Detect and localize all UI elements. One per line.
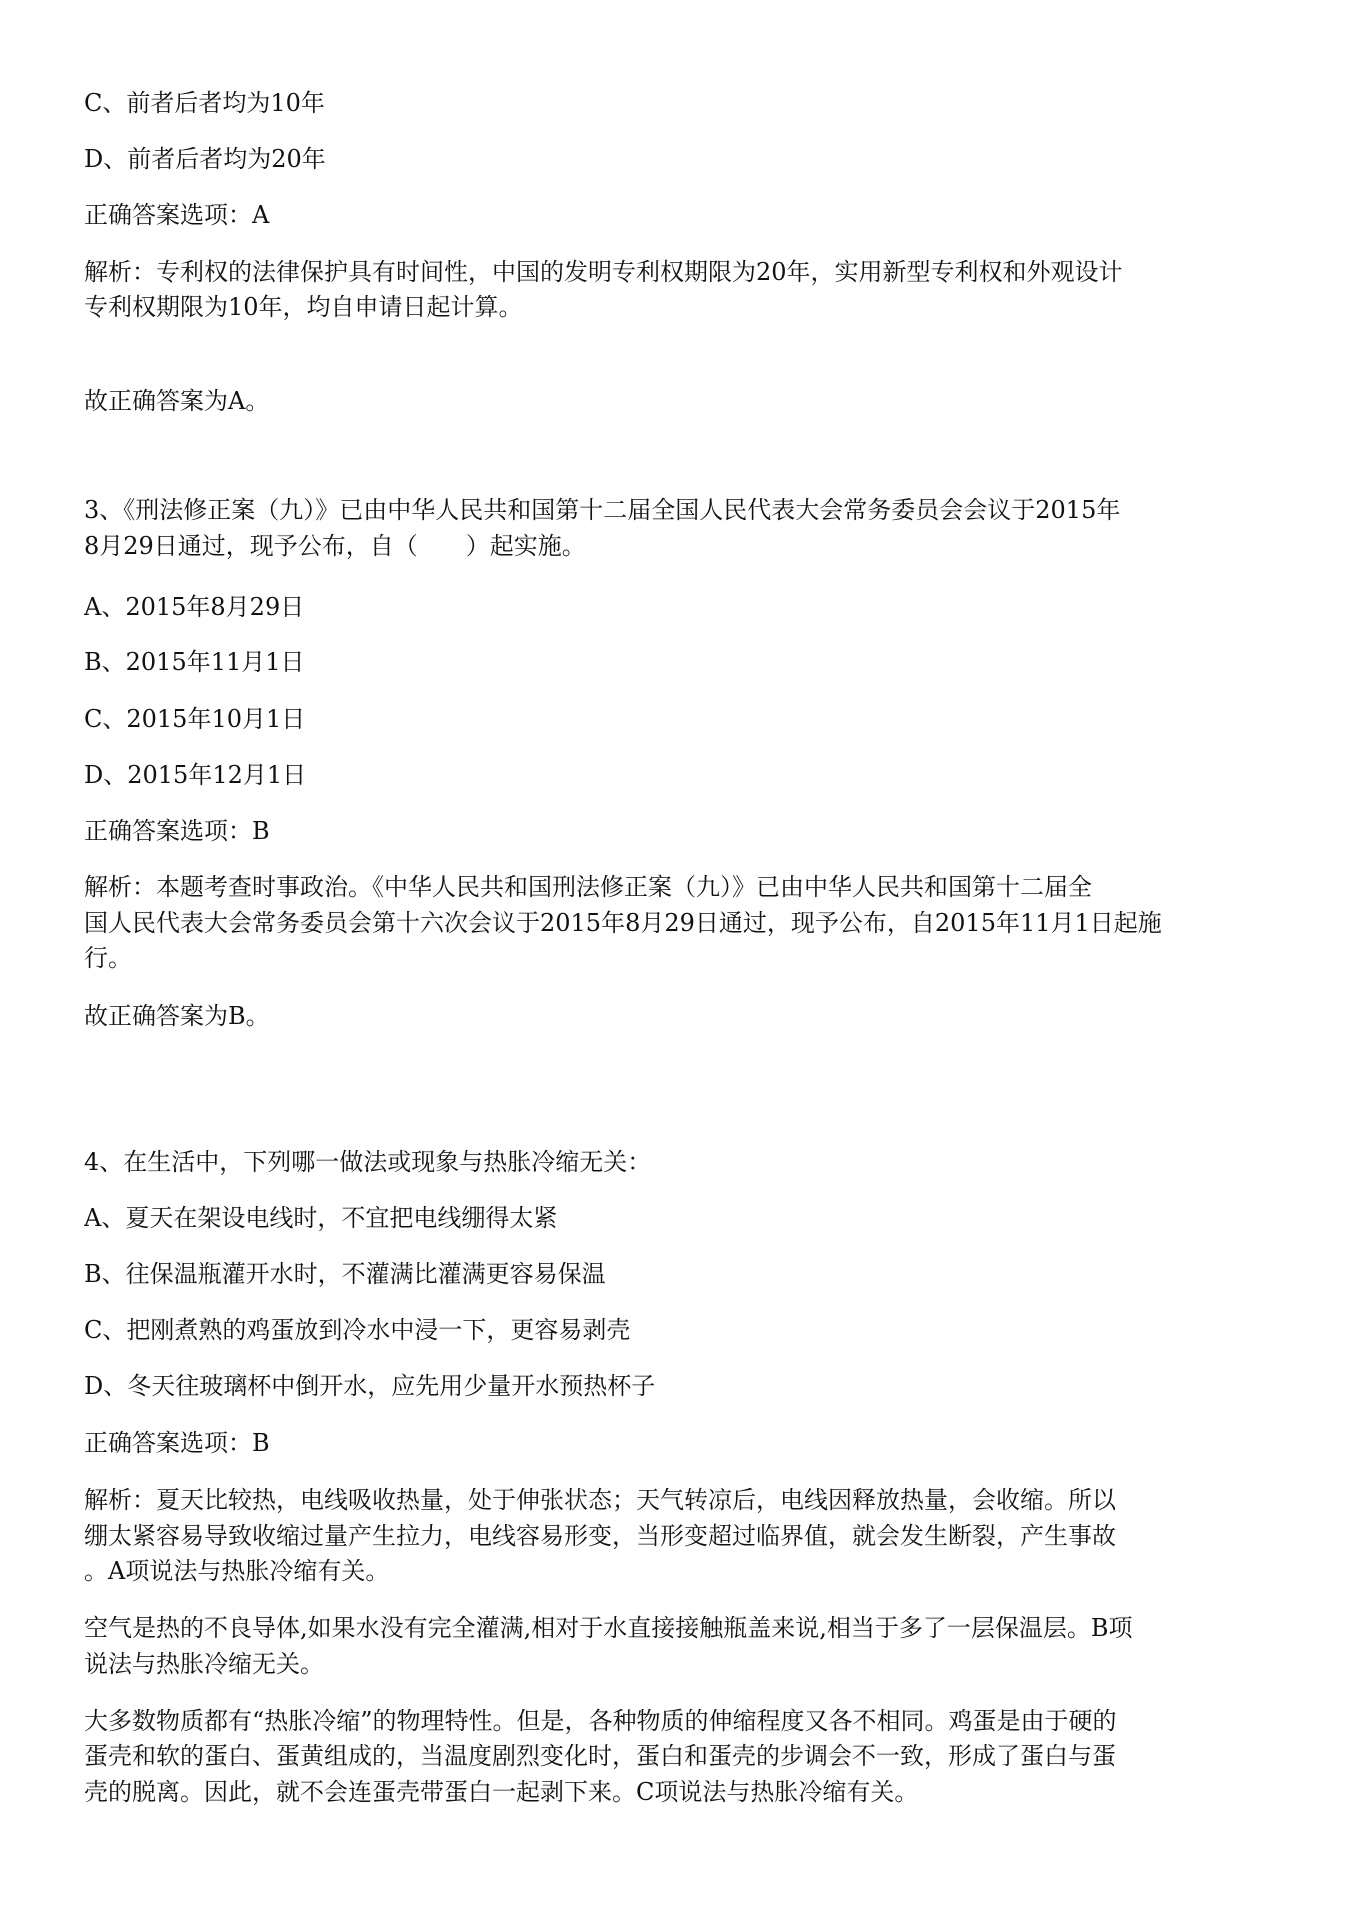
q3-answer: 正确答案选项：B [84, 817, 270, 845]
q2-analysis-line-2: 专利权期限为10年，均自申请日起计算。 [84, 293, 523, 321]
q4-option-d: D、冬天往玻璃杯中倒开水，应先用少量开水预热杯子 [84, 1372, 656, 1400]
q4-analysis-c-line-1: 大多数物质都有“热胀冷缩”的物理特性。但是，各种物质的伸缩程度又各不相同。鸡蛋是由于硬的 [84, 1707, 1117, 1735]
q3-option-d: D、2015年12月1日 [84, 761, 307, 789]
q3-stem-line-2: 8月29日通过，现予公布，自（ ）起实施。 [84, 532, 586, 560]
q3-stem-line-1: 3、《刑法修正案（九）》已由中华人民共和国第十二届全国人民代表大会常务委员会会议于2015年 [84, 496, 1121, 524]
q4-analysis-a-line-3: 。A项说法与热胀冷缩有关。 [84, 1557, 390, 1585]
q3-analysis-line-3: 行。 [84, 944, 132, 972]
q2-option-d: D、前者后者均为20年 [84, 145, 326, 173]
q4-analysis-c-line-3: 壳的脱离。因此，就不会连蛋壳带蛋白一起剥下来。C项说法与热胀冷缩有关。 [84, 1778, 919, 1806]
q3-analysis-line-2: 国人民代表大会常务委员会第十六次会议于2015年8月29日通过，现予公布，自2015年11月1日起施 [84, 909, 1162, 937]
q3-conclusion: 故正确答案为B。 [84, 1002, 270, 1030]
q4-option-a: A、夏天在架设电线时，不宜把电线绷得太紧 [84, 1204, 558, 1232]
q4-answer: 正确答案选项：B [84, 1429, 270, 1457]
q4-analysis-a-line-2: 绷太紧容易导致收缩过量产生拉力，电线容易形变，当形变超过临界值，就会发生断裂，产生事故 [84, 1522, 1116, 1550]
q4-analysis-b-line-1: 空气是热的不良导体,如果水没有完全灌满,相对于水直接接触瓶盖来说,相当于多了一层保温层。B项 [84, 1614, 1133, 1642]
q2-answer: 正确答案选项：A [84, 201, 270, 229]
q4-analysis-c-line-2: 蛋壳和软的蛋白、蛋黄组成的，当温度剧烈变化时，蛋白和蛋壳的步调会不一致，形成了蛋白与蛋 [84, 1742, 1116, 1770]
q2-conclusion: 故正确答案为A。 [84, 387, 270, 415]
q3-analysis-line-1: 解析：本题考查时事政治。《中华人民共和国刑法修正案（九）》已由中华人民共和国第十二届全 [84, 873, 1092, 901]
q4-stem: 4、在生活中，下列哪一做法或现象与热胀冷缩无关： [84, 1148, 652, 1176]
q4-option-c: C、把刚煮熟的鸡蛋放到冷水中浸一下，更容易剥壳 [84, 1316, 631, 1344]
q4-analysis-b-line-2: 说法与热胀冷缩无关。 [84, 1650, 324, 1678]
q3-option-c: C、2015年10月1日 [84, 705, 306, 733]
q2-analysis-line-1: 解析：专利权的法律保护具有时间性，中国的发明专利权期限为20年，实用新型专利权和外观设计 [84, 258, 1123, 286]
q3-option-a: A、2015年8月29日 [84, 593, 305, 621]
q4-option-b: B、往保温瓶灌开水时，不灌满比灌满更容易保温 [84, 1260, 606, 1288]
q3-option-b: B、2015年11月1日 [84, 648, 305, 676]
q4-analysis-a-line-1: 解析：夏天比较热，电线吸收热量，处于伸张状态；天气转凉后，电线因释放热量，会收缩。所以 [84, 1486, 1116, 1514]
q2-option-c: C、前者后者均为10年 [84, 89, 325, 117]
